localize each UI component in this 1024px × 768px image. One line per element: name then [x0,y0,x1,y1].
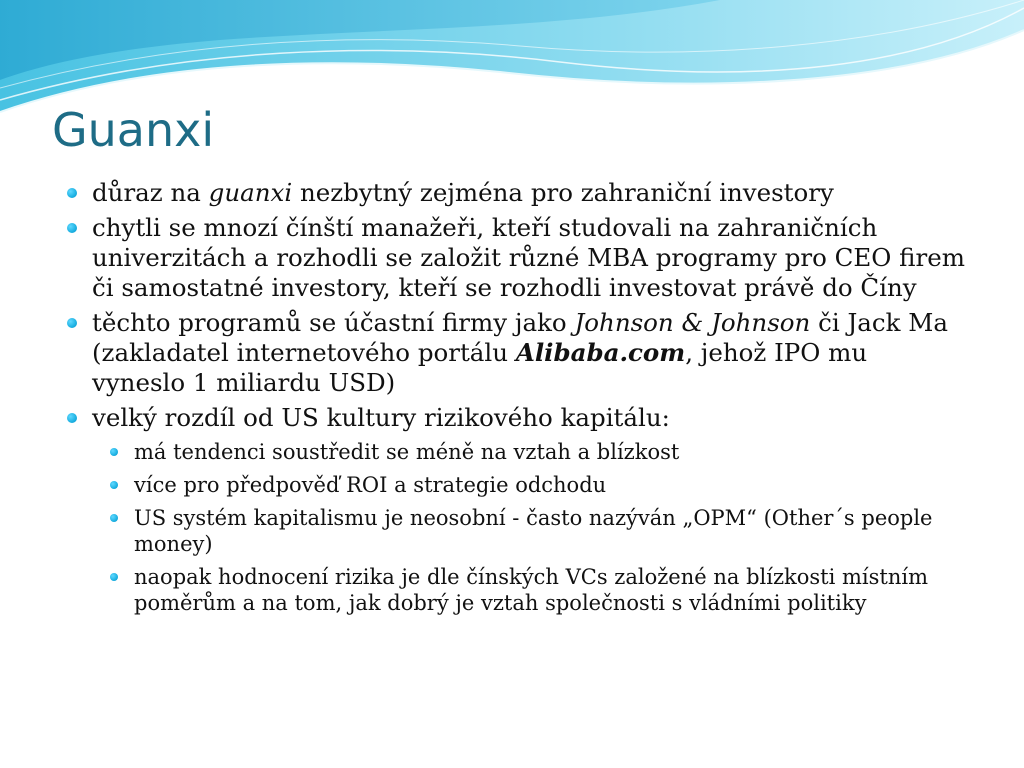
bullet-dot-icon [110,514,118,522]
sub-bullet-list [92,439,966,616]
bullet-dot-icon [110,573,118,581]
slide-content [66,178,966,623]
bullet-dot-icon [67,188,77,198]
bullet-dot-icon [67,318,77,328]
bullet-dot-icon [67,413,77,423]
bullet-item: chytli se mnozí čínští manažeři, kteří studovali na zahraničních univerzitách a rozhodli se založit různé MBA programy pro CEO firem či samostatné investory, kteří se rozhodli investovat právě do Číny [66,213,966,303]
sub-bullet-item: více pro předpověď ROI a strategie odchodu [108,472,966,498]
bullet-dot-icon [110,448,118,456]
slide-title: Guanxi [52,103,215,157]
bullet-dot-icon [67,223,77,233]
bullet-list [66,178,966,616]
sub-bullet-item: má tendenci soustředit se méně na vztah a blízkost [108,439,966,465]
bullet-dot-icon [110,481,118,489]
bullet-item: důraz na guanxi nezbytný zejména pro zahraniční investory [66,178,966,208]
bullet-item: těchto programů se účastní firmy jako Johnson & Johnson či Jack Ma (zakladatel internetového portálu Alibaba.com, jehož IPO mu vyneslo 1 miliardu USD) [66,308,966,398]
sub-bullet-item: US systém kapitalismu je neosobní - často nazýván „OPM“ (Other´s people money) [108,505,966,557]
bullet-item: velký rozdíl od US kultury rizikového kapitálu: má tendenci soustředit se méně na vztah a blízkost více pro předpověď ROI a strategie odchodu US systém kapitalismu je neosobní - často nazýván „OPM“ (Other´s people money) naopak hodnocení rizika je dle čínských VCs založené na blízkosti místním poměrům a na tom, jak dobrý je vztah společnosti s vládními politiky [66,403,966,616]
sub-bullet-item: naopak hodnocení rizika je dle čínských VCs založené na blízkosti místním poměrům a na tom, jak dobrý je vztah společnosti s vládními politiky [108,564,966,616]
